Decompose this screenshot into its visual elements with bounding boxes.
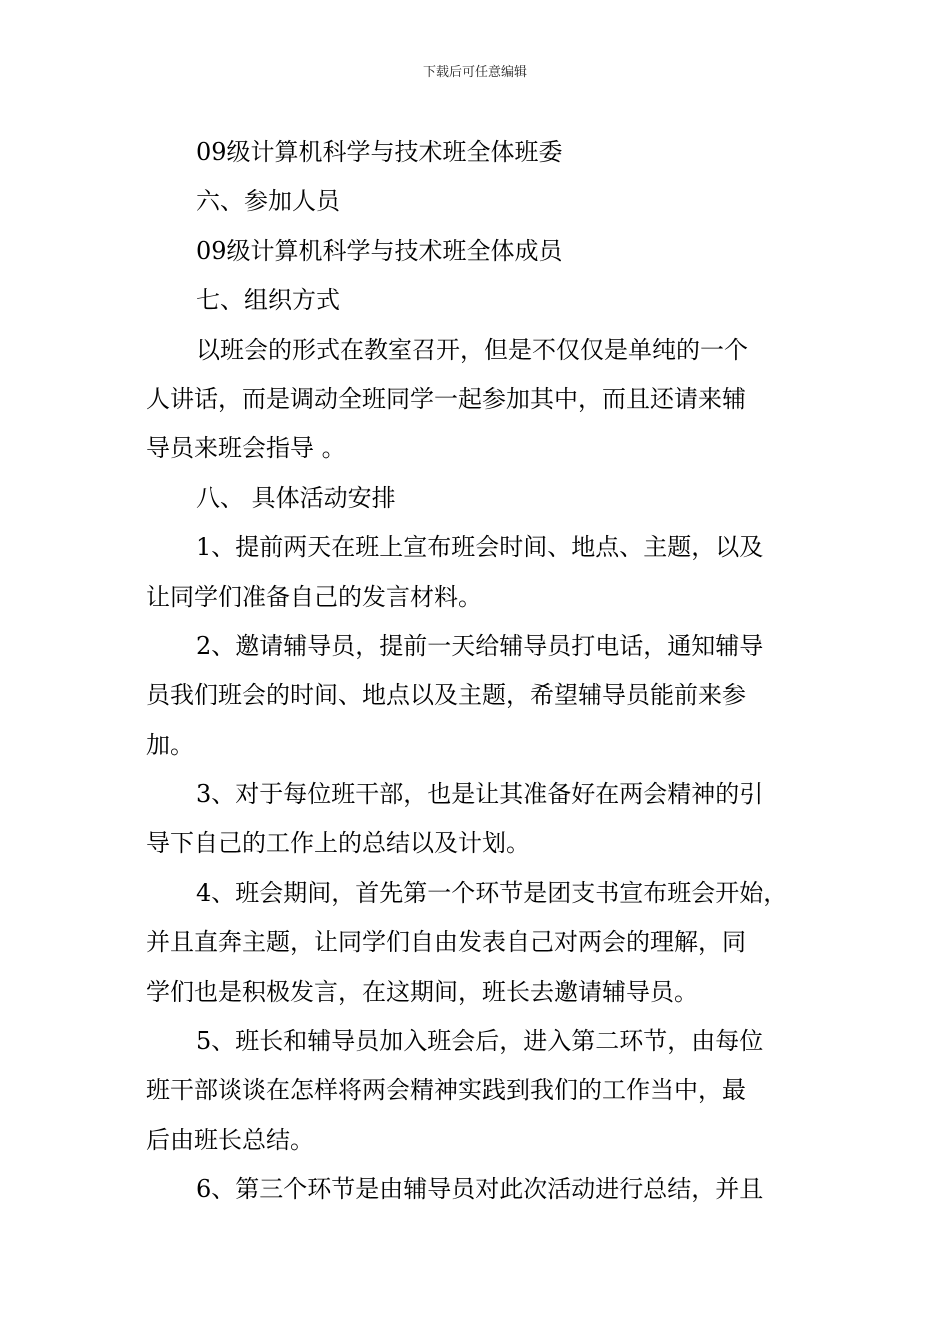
- list-item-2: 2、邀请辅导员，提前一天给辅导员打电话，通知辅导: [196, 631, 764, 660]
- document-body: [146, 128, 814, 1215]
- list-item-5: 5、班长和辅导员加入班会后，进入第二环节，由每位: [196, 1027, 764, 1056]
- text-line: 让同学们准备自己的发言材料。: [146, 582, 482, 611]
- text-line: 后由班长总结。: [146, 1125, 314, 1154]
- page-header: 下载后可任意编辑: [422, 65, 527, 80]
- list-item-6: 6、第三个环节是由辅导员对此次活动进行总结，并且: [196, 1175, 764, 1204]
- section-heading-activities: 八、 具体活动安排: [196, 483, 396, 512]
- text-line: 学们也是积极发言，在这期间，班长去邀请辅导员。: [146, 977, 698, 1006]
- list-item-1: 1、提前两天在班上宣布班会时间、地点、主题，以及: [196, 533, 764, 562]
- text-line: 并且直奔主题，让同学们自由发表自己对两会的理解，同: [146, 928, 746, 957]
- section-heading-organization: 七、组织方式: [196, 286, 340, 315]
- text-line: 人讲话，而是调动全班同学一起参加其中，而且还请来辅: [146, 384, 746, 413]
- text-line: 员我们班会的时间、地点以及主题，希望辅导员能前来参: [146, 681, 746, 710]
- text-line: 加。: [146, 730, 194, 759]
- list-item-4: 4、班会期间，首先第一个环节是团支书宣布班会开始，: [196, 878, 788, 907]
- text-line: 09级计算机科学与技术班全体班委: [196, 138, 563, 166]
- text-line: 导下自己的工作上的总结以及计划。: [146, 829, 530, 858]
- text-line: 09级计算机科学与技术班全体成员: [196, 236, 563, 265]
- section-heading-participants: 六、参加人员: [196, 187, 340, 216]
- text-line: 导员来班会指导 。: [146, 434, 346, 463]
- text-line: 班干部谈谈在怎样将两会精神实践到我们的工作当中，最: [146, 1076, 746, 1105]
- text-line: 以班会的形式在教室召开，但是不仅仅是单纯的一个: [196, 335, 748, 364]
- list-item-3: 3、对于每位班干部，也是让其准备好在两会精神的引: [196, 780, 764, 809]
